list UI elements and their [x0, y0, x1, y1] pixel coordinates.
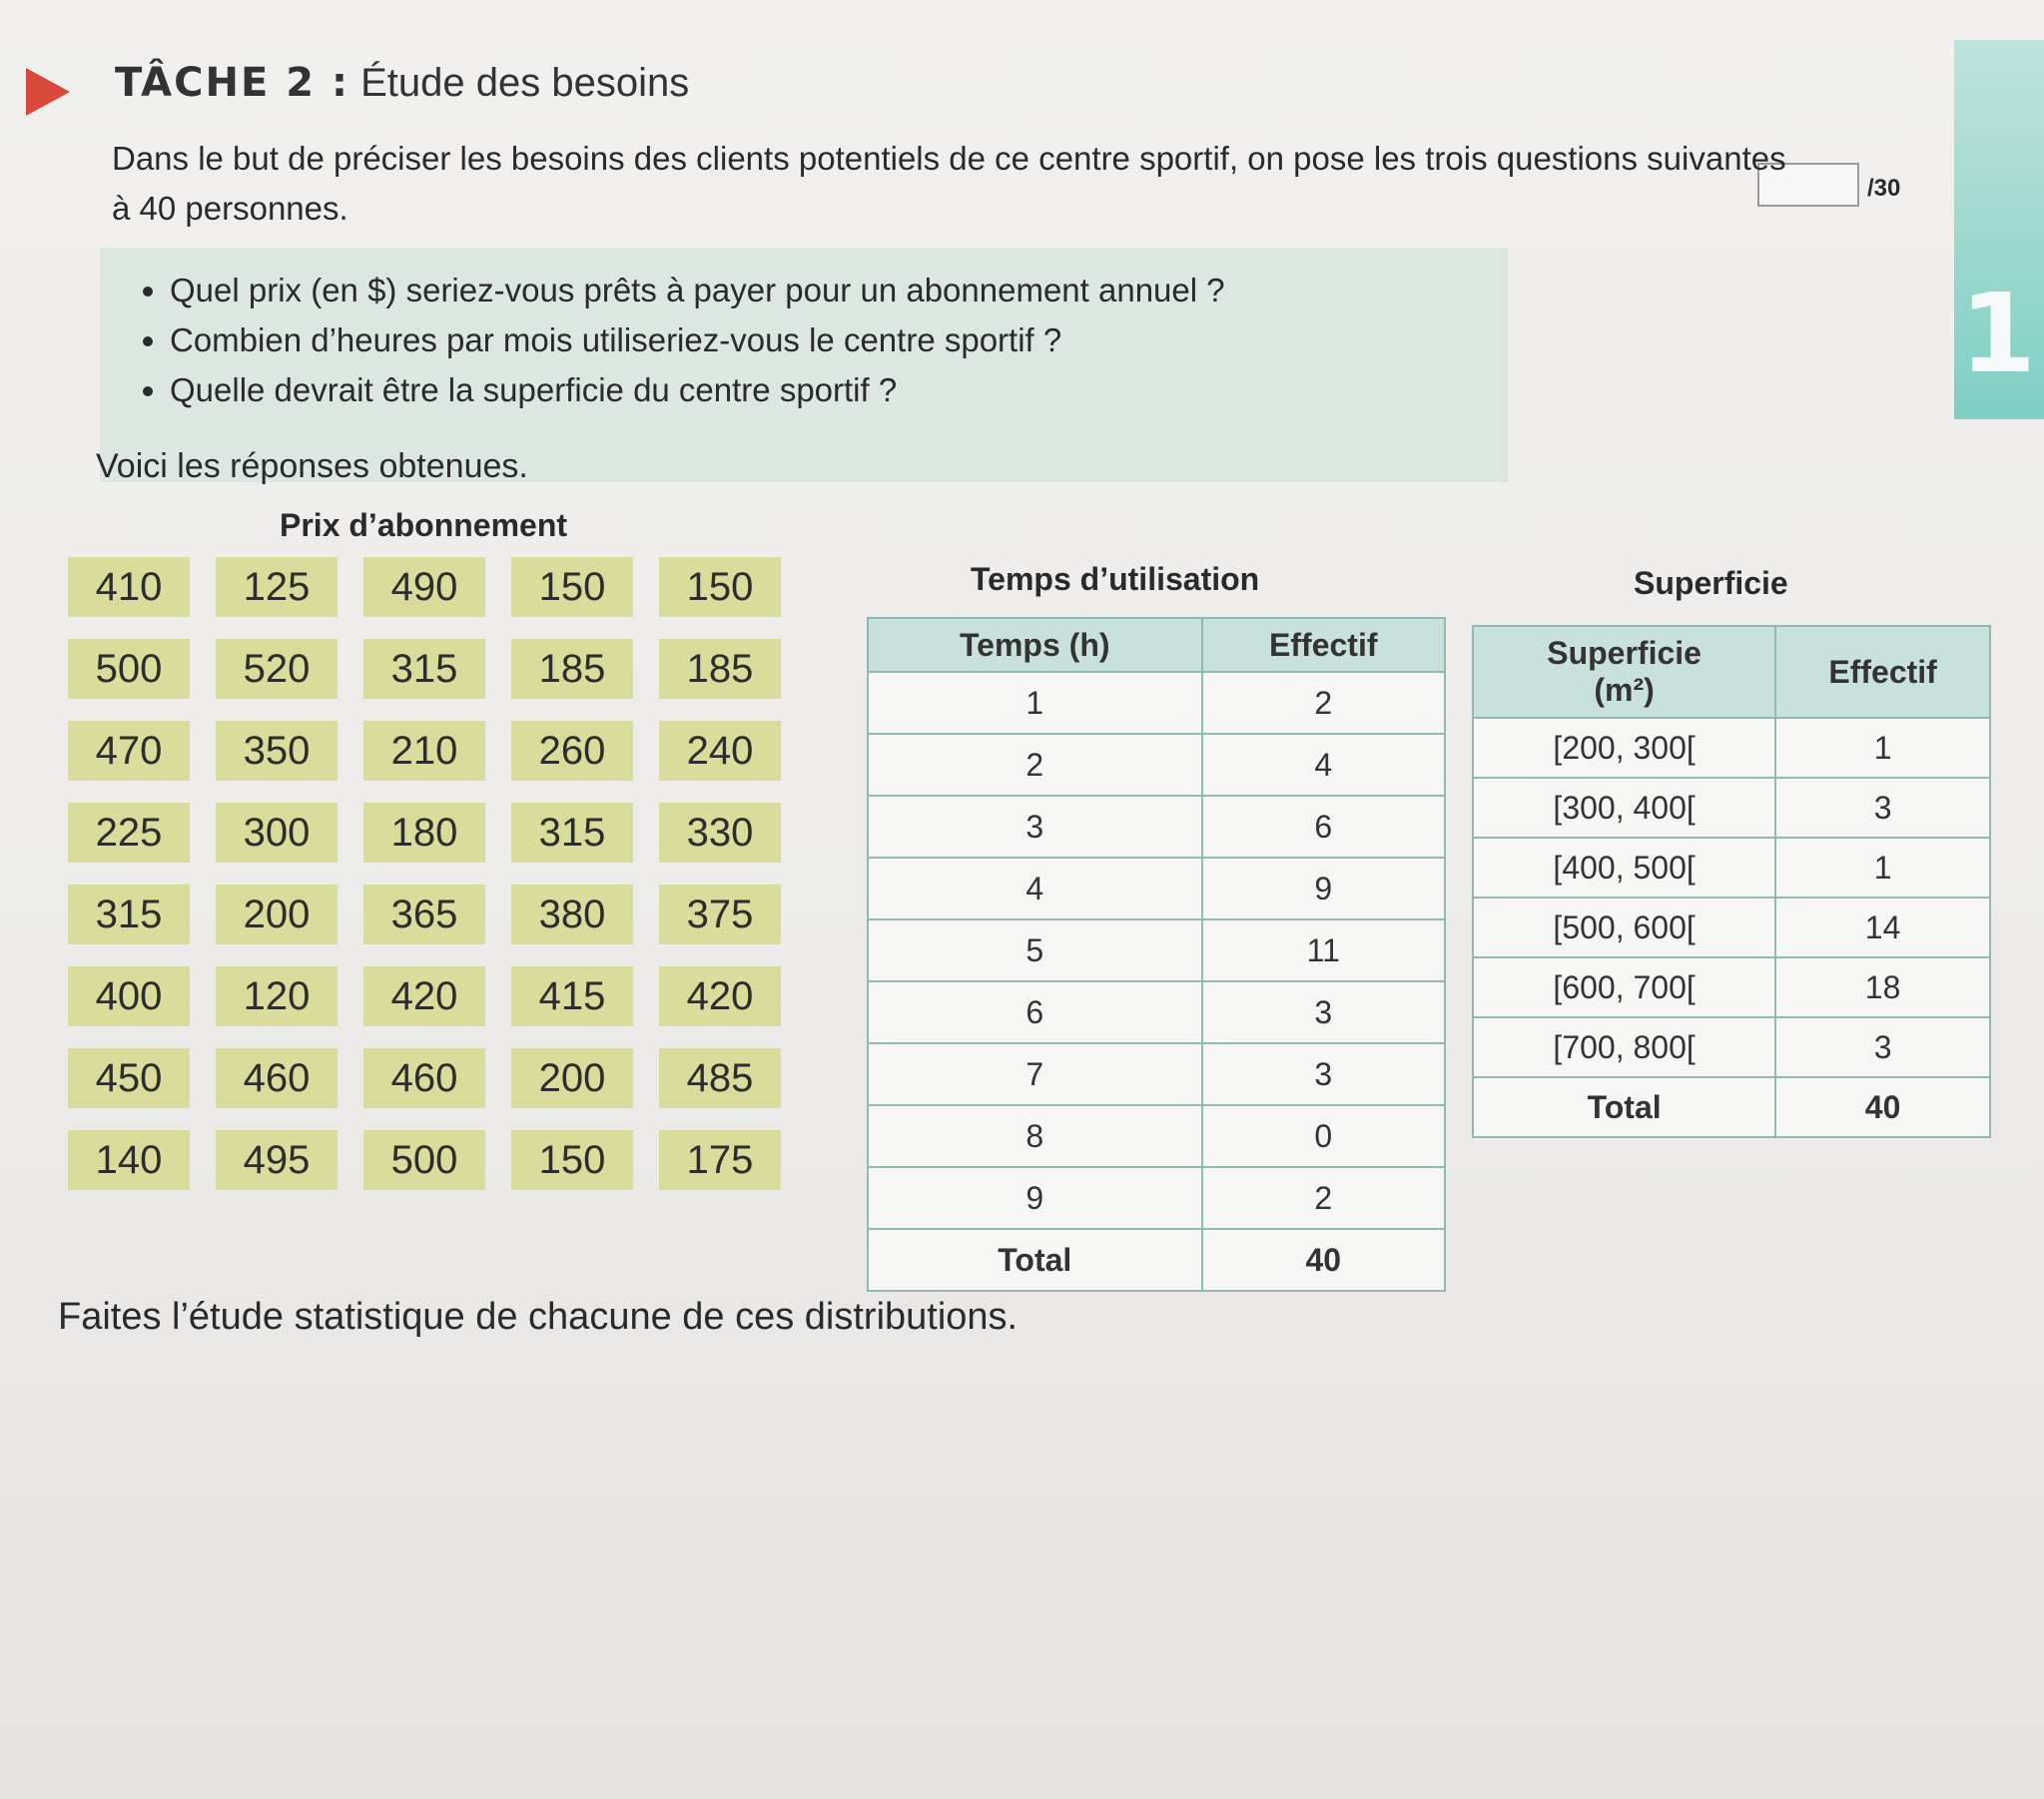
chapter-number: 1 [1959, 270, 2036, 397]
table-row [868, 858, 1445, 919]
superficie-count-cell: 14 [1775, 898, 1990, 957]
prix-cell: 420 [659, 966, 781, 1026]
prix-cell: 500 [68, 639, 190, 699]
table-row [1473, 1017, 1990, 1077]
temps-header-count: Effectif [1202, 618, 1445, 672]
chapter-side-tab [1954, 40, 2044, 419]
prix-cell: 260 [511, 721, 633, 781]
prix-cell: 485 [659, 1048, 781, 1108]
superficie-header-label: Superficie [1547, 635, 1702, 671]
prix-cell: 150 [659, 557, 781, 617]
prix-cell: 375 [659, 885, 781, 944]
table-row [868, 796, 1445, 858]
score-total: /30 [1867, 175, 1901, 202]
prix-cell: 330 [659, 803, 781, 863]
prix-cell: 150 [511, 1130, 633, 1190]
superficie-table [1472, 625, 1991, 1138]
prix-cell: 315 [511, 803, 633, 863]
superficie-count-cell: 1 [1775, 838, 1990, 898]
table-row [1473, 898, 1990, 957]
superficie-class-cell: [400, 500[ [1473, 838, 1775, 898]
temps-class-cell: 9 [868, 1167, 1202, 1229]
prix-cell: 120 [216, 966, 338, 1026]
superficie-header-area [1473, 626, 1775, 718]
temps-total-label: Total [868, 1229, 1202, 1291]
temps-class-cell: 3 [868, 796, 1202, 858]
prix-cell: 500 [363, 1130, 485, 1190]
prix-cell: 150 [511, 557, 633, 617]
prix-cell: 185 [511, 639, 633, 699]
temps-total-value: 40 [1202, 1229, 1445, 1291]
table-row [1473, 957, 1990, 1017]
prix-cell: 380 [511, 885, 633, 944]
superficie-count-cell: 3 [1775, 1017, 1990, 1077]
arrow-icon [26, 68, 70, 116]
question-item: • Combien d’heures par mois utiliseriez-vous le centre sportif ? [170, 315, 1508, 365]
superficie-class-cell: [700, 800[ [1473, 1017, 1775, 1077]
temps-class-cell: 8 [868, 1105, 1202, 1167]
temps-class-cell: 1 [868, 672, 1202, 734]
temps-count-cell: 6 [1202, 796, 1445, 858]
temps-count-cell: 0 [1202, 1105, 1445, 1167]
table-row [868, 672, 1445, 734]
prix-grid [68, 557, 781, 1190]
superficie-count-cell: 1 [1775, 718, 1990, 778]
superficie-total-value: 40 [1775, 1077, 1990, 1137]
superficie-class-cell: [600, 700[ [1473, 957, 1775, 1017]
prix-cell: 185 [659, 639, 781, 699]
superficie-caption: Superficie [1634, 565, 1788, 601]
prix-cell: 365 [363, 885, 485, 944]
table-row [868, 1167, 1445, 1229]
superficie-class-cell: [500, 600[ [1473, 898, 1775, 957]
prix-cell: 210 [363, 721, 485, 781]
responses-intro: Voici les réponses obtenues. [96, 447, 528, 485]
temps-count-cell: 2 [1202, 1167, 1445, 1229]
temps-count-cell: 4 [1202, 734, 1445, 796]
temps-table [867, 617, 1446, 1292]
table-row [1473, 838, 1990, 898]
temps-count-cell: 9 [1202, 858, 1445, 919]
prix-cell: 200 [216, 885, 338, 944]
table-row [1473, 718, 1990, 778]
question-item: • Quel prix (en $) seriez-vous prêts à payer pour un abonnement annuel ? [170, 266, 1508, 315]
prix-cell: 495 [216, 1130, 338, 1190]
temps-class-cell: 2 [868, 734, 1202, 796]
prix-cell: 415 [511, 966, 633, 1026]
table-row [868, 734, 1445, 796]
task-title [115, 60, 689, 106]
prix-cell: 450 [68, 1048, 190, 1108]
prix-cell: 315 [68, 885, 190, 944]
temps-class-cell: 4 [868, 858, 1202, 919]
question-item: • Quelle devrait être la superficie du centre sportif ? [170, 365, 1508, 415]
prix-cell: 420 [363, 966, 485, 1026]
prix-cell: 400 [68, 966, 190, 1026]
prix-cell: 470 [68, 721, 190, 781]
temps-count-cell: 3 [1202, 1043, 1445, 1105]
temps-class-cell: 5 [868, 919, 1202, 981]
table-row [868, 1105, 1445, 1167]
prix-caption: Prix d’abonnement [280, 507, 568, 543]
task-name: Étude des besoins [360, 61, 690, 105]
prix-cell: 180 [363, 803, 485, 863]
table-row [868, 919, 1445, 981]
prix-cell: 350 [216, 721, 338, 781]
superficie-class-cell: [200, 300[ [1473, 718, 1775, 778]
prix-cell: 125 [216, 557, 338, 617]
temps-count-cell: 3 [1202, 981, 1445, 1043]
superficie-header-unit: (m²) [1594, 672, 1655, 708]
temps-class-cell: 7 [868, 1043, 1202, 1105]
intro-paragraph: Dans le but de préciser les besoins des clients potentiels de ce centre sportif, on pose les trois questions suivantes à 40 personnes. [112, 140, 1786, 227]
task-label: TÂCHE 2 : [115, 60, 349, 106]
table-row [868, 1043, 1445, 1105]
temps-class-cell: 6 [868, 981, 1202, 1043]
prix-cell: 490 [363, 557, 485, 617]
prix-cell: 460 [216, 1048, 338, 1108]
temps-header-time: Temps (h) [868, 618, 1202, 672]
table-row [1473, 778, 1990, 838]
superficie-header-count: Effectif [1775, 626, 1990, 718]
superficie-count-cell: 3 [1775, 778, 1990, 838]
temps-caption: Temps d’utilisation [971, 561, 1260, 597]
temps-count-cell: 2 [1202, 672, 1445, 734]
superficie-class-cell: [300, 400[ [1473, 778, 1775, 838]
prix-cell: 300 [216, 803, 338, 863]
prix-cell: 175 [659, 1130, 781, 1190]
temps-count-cell: 11 [1202, 919, 1445, 981]
prix-cell: 200 [511, 1048, 633, 1108]
total-row [1473, 1077, 1990, 1137]
final-instruction: Faites l’étude statistique de chacune de ces distributions. [58, 1296, 1019, 1338]
prix-cell: 225 [68, 803, 190, 863]
prix-cell: 410 [68, 557, 190, 617]
superficie-total-label: Total [1473, 1077, 1775, 1137]
prix-cell: 315 [363, 639, 485, 699]
prix-cell: 240 [659, 721, 781, 781]
prix-cell: 140 [68, 1130, 190, 1190]
superficie-count-cell: 18 [1775, 957, 1990, 1017]
prix-cell: 460 [363, 1048, 485, 1108]
table-row [868, 981, 1445, 1043]
total-row [868, 1229, 1445, 1291]
prix-cell: 520 [216, 639, 338, 699]
